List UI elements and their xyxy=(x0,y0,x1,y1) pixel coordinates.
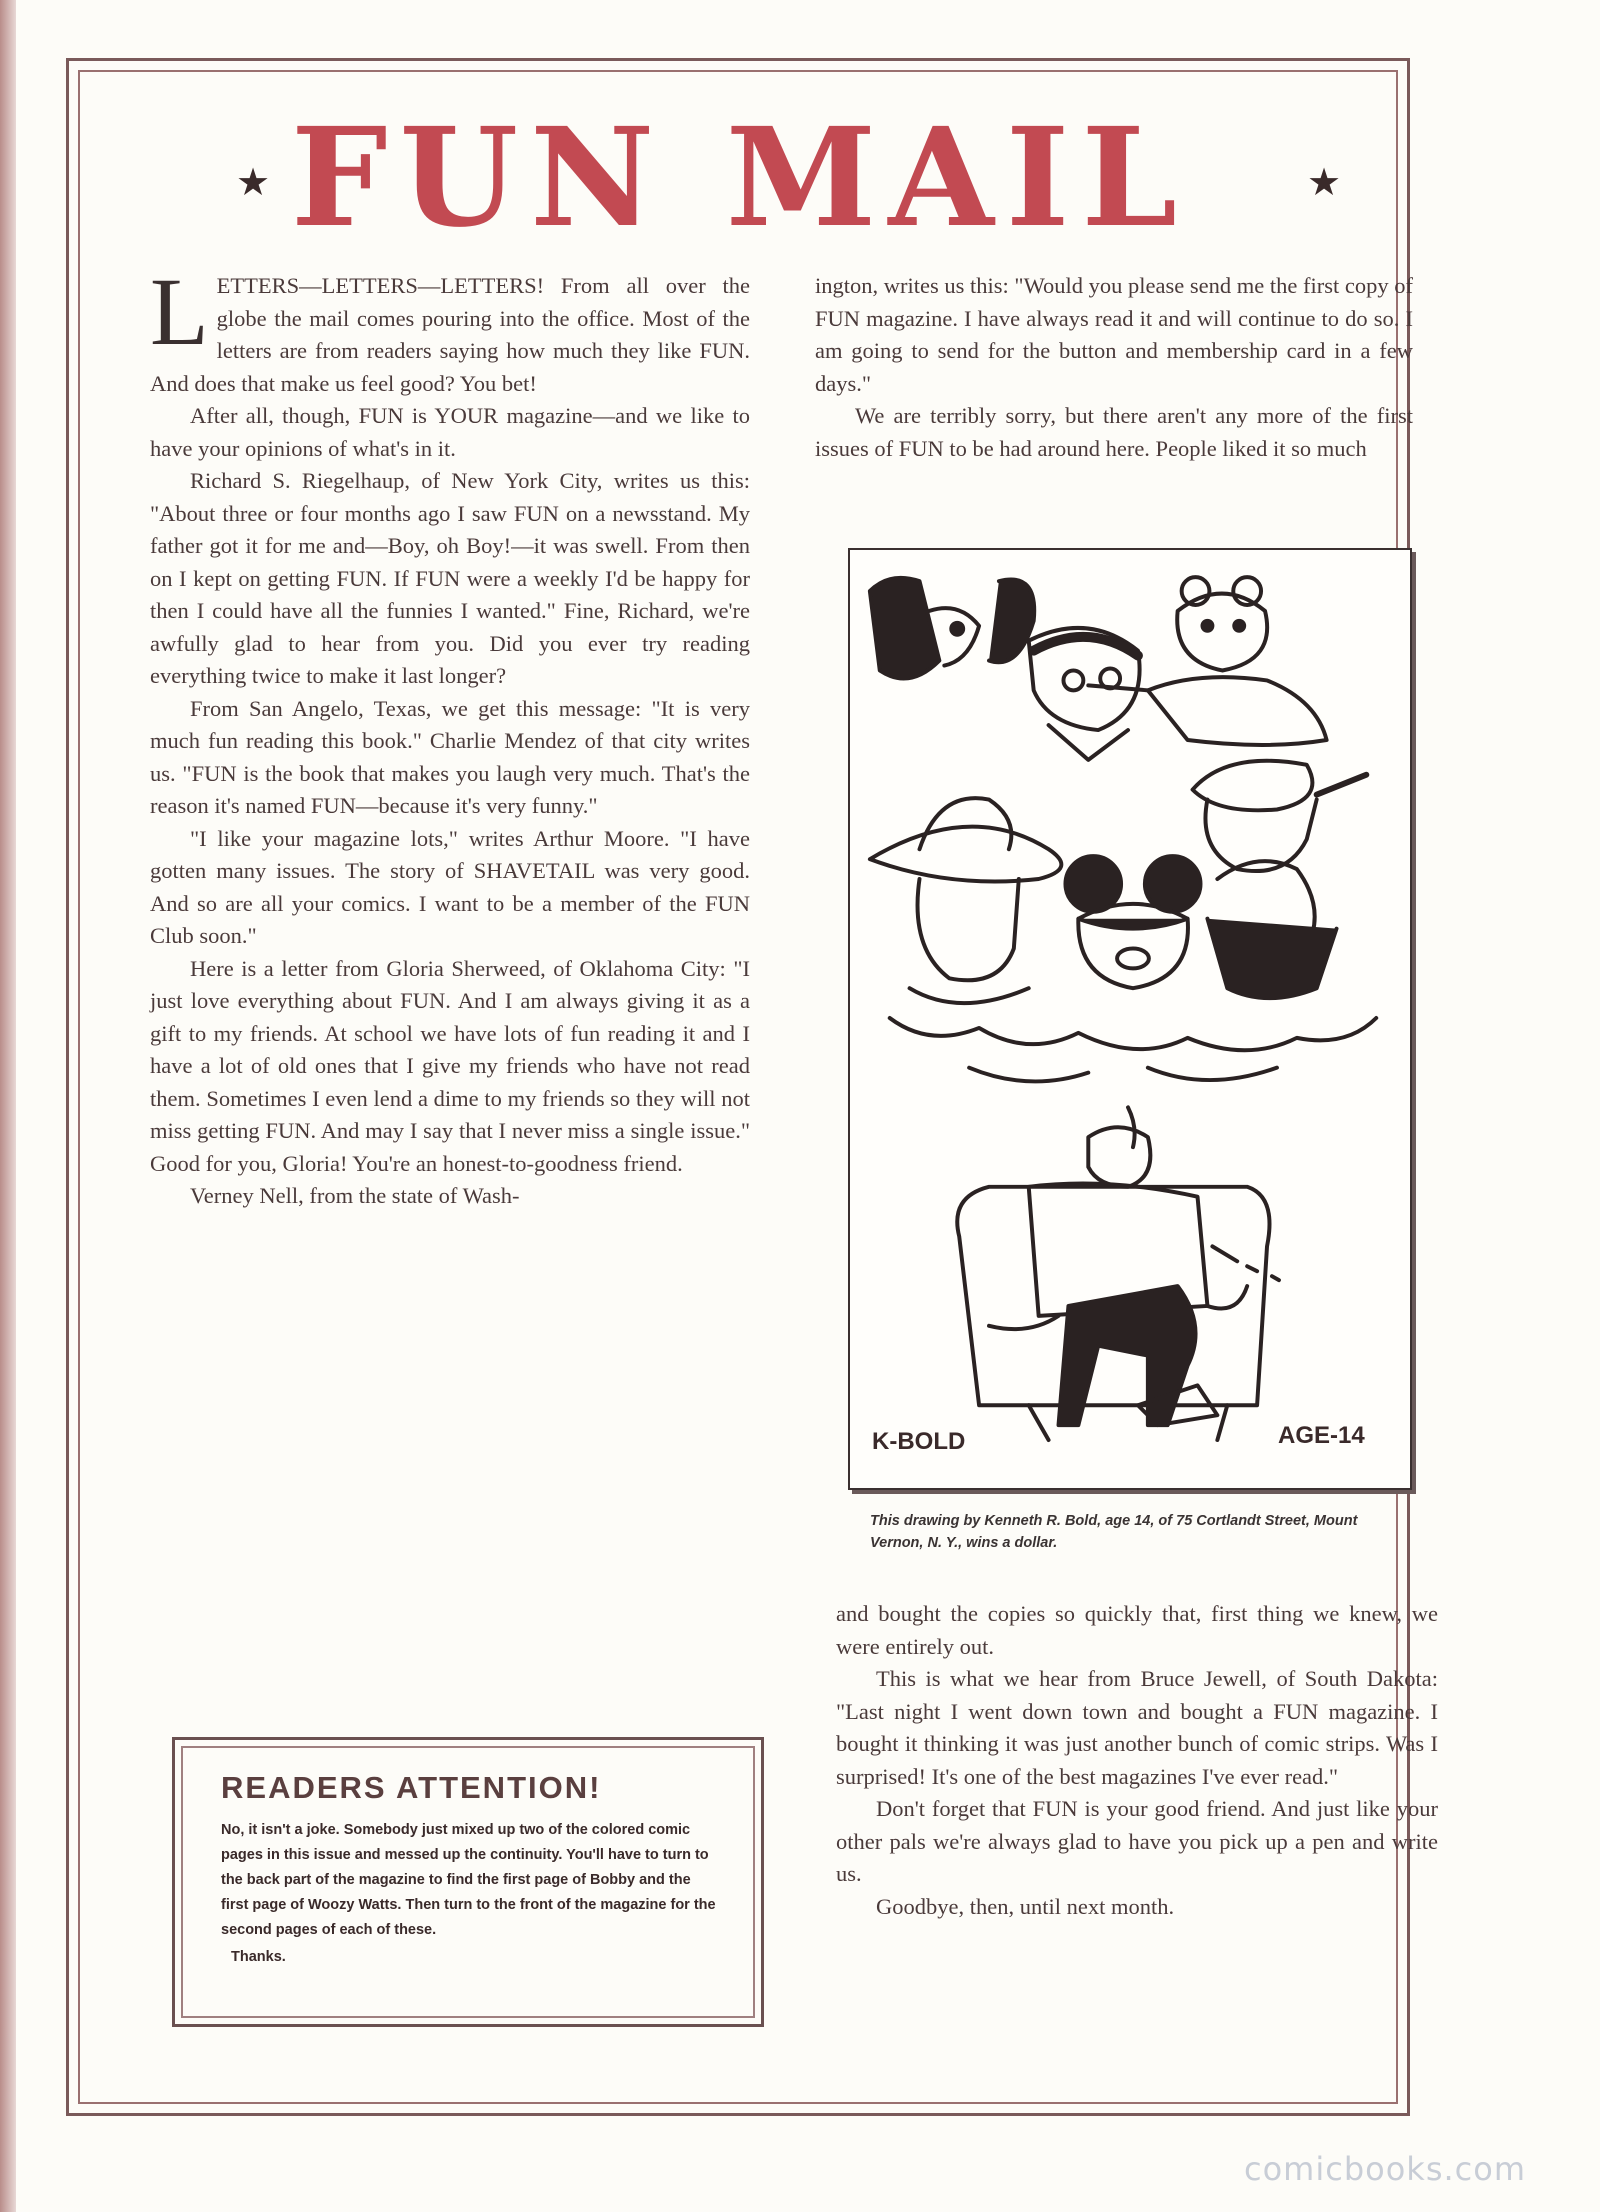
letter-paragraph: We are terribly sorry, but there aren't any more of the first issues of FUN to be had around here. People liked it so much xyxy=(815,403,1413,461)
readers-attention-box xyxy=(172,1737,764,2027)
letter-paragraph: "I like your magazine lots," writes Arthur Moore. "I have gotten many issues. The story of SHAVETAIL was very good. And so are all your comics. I want to be a member of the FUN Club soon." xyxy=(150,825,750,948)
drawing-signature: K-BOLD xyxy=(872,1428,966,1455)
notice-body: No, it isn't a joke. Somebody just mixed up two of the colored comic pages in this issue and messed up the continuity. You'll have to turn to the back part of the magazine to find the first page of Bobby and the first page of Woozy Watts. Then turn to the front of the magazine for the second pages of each of these. xyxy=(221,1822,716,1938)
notice-heading: READERS ATTENTION! xyxy=(221,1770,602,1805)
page-left-edge xyxy=(0,0,16,2212)
drawing-caption: This drawing by Kenneth R. Bold, age 14, of 75 Cortlandt Street, Mount Vernon, N. Y., wins a dollar. xyxy=(870,1513,1358,1551)
left-column xyxy=(150,258,750,1213)
letter-paragraph: ington, writes us this: "Would you please send me the first copy of FUN magazine. I have always read it and will continue to do so. I am going to send for the button and membership card in a few days." xyxy=(815,273,1413,396)
letter-paragraph: From San Angelo, Texas, we get this message: "It is very much fun reading this book." Charlie Mendez of that city writes us. "FUN is the book that makes you laugh very much. That's the reason it's named FUN—because it's very funny." xyxy=(150,695,750,818)
letter-paragraph: Richard S. Riegelhaup, of New York City, writes us this: "About three or four months ago I saw FUN on a newsstand. My father got it for me and—Boy, oh Boy!—it was swell. From then on I kept on getting FUN. If FUN were a weekly I'd be happy for then I could have all the funnies I wanted." Fine, Richard, we're awfully glad to hear from you. Did you ever try reading everything twice to make it last longer? xyxy=(150,468,750,688)
letter-paragraph: Goodbye, then, until next month. xyxy=(876,1893,1175,1919)
site-watermark: comicbooks.com xyxy=(1243,2150,1526,2188)
drop-cap: L xyxy=(150,258,209,365)
drawing-age: AGE-14 xyxy=(1278,1422,1365,1449)
letter-paragraph: and bought the copies so quickly that, first thing we knew, we were entirely out. xyxy=(836,1601,1438,1659)
right-column-top xyxy=(815,270,1413,465)
star-icon: ★ xyxy=(236,160,271,204)
letter-paragraph: After all, though, FUN is YOUR magazine—and we like to have your opinions of what's in it. xyxy=(150,403,750,461)
star-icon: ★ xyxy=(1307,160,1342,204)
cartoon-illustration xyxy=(850,550,1410,1488)
right-column-bottom xyxy=(836,1598,1438,1923)
notice-thanks: Thanks. xyxy=(231,1949,286,1965)
letter-paragraph: This is what we hear from Bruce Jewell, of South Dakota: "Last night I went down town and bought a FUN magazine. I bought it thinking it was just another bunch of comic strips. Was I surprised! It's one of the best magazines I've ever read." xyxy=(836,1666,1438,1789)
masthead xyxy=(150,97,1330,258)
page-title: FUN MAIL xyxy=(290,97,1190,258)
reader-drawing xyxy=(848,548,1412,1490)
letter-paragraph: Don't forget that FUN is your good friend. And just like your other pals we're always glad to have you pick up a pen and write us. xyxy=(836,1796,1438,1886)
letter-paragraph: Verney Nell, from the state of Wash- xyxy=(190,1183,520,1208)
letter-paragraph: LETTERS—LETTERS—LETTERS! From all over the globe the mail comes pouring into the office. Most of the letters are from readers saying how much they like FUN. And does that make us feel good? You bet! xyxy=(150,258,750,396)
letter-paragraph: Here is a letter from Gloria Sherweed, of Oklahoma City: "I just love everything about FUN. And I am always giving it as a gift to my friends. At school we have lots of fun reading it and I have a lot of old ones that I give my friends who have not read them. Sometimes I even lend a dime to my friends so they will not miss getting FUN. And may I say that I never miss a single issue." Good for you, Gloria! You're an honest-to-goodness friend. xyxy=(150,955,750,1176)
